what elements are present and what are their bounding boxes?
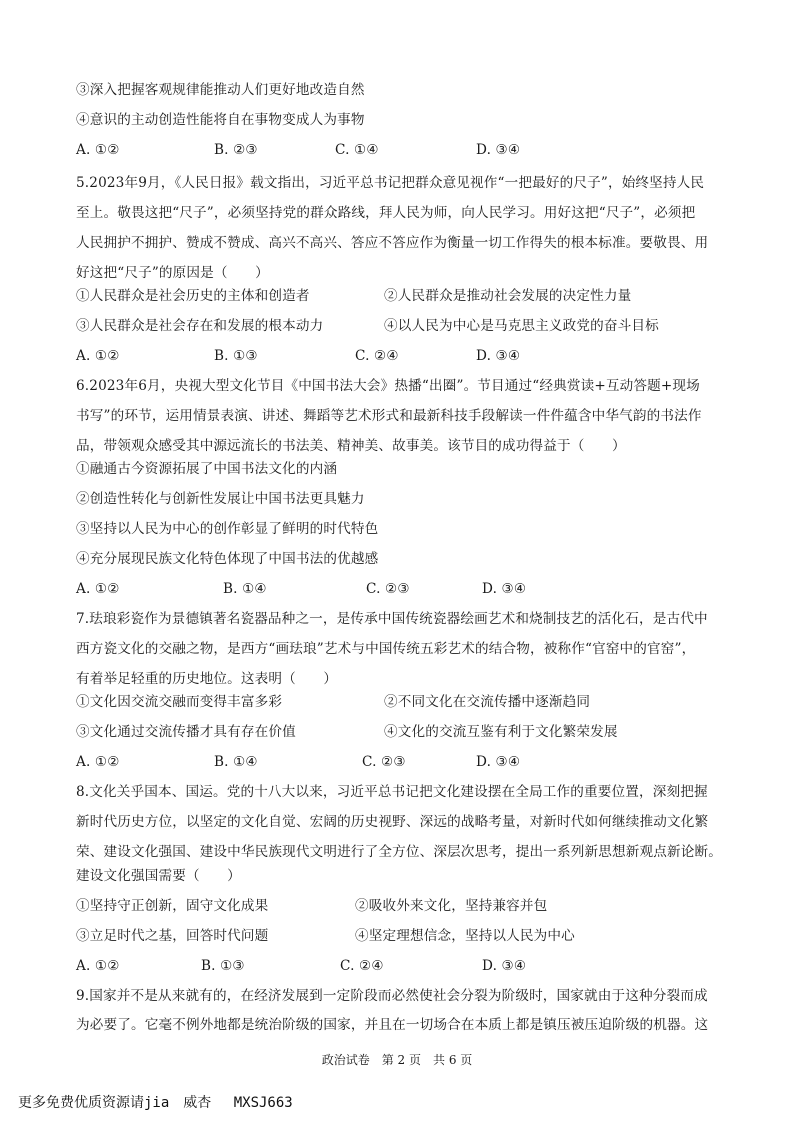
q5-choice-c: C. ②④ — [355, 348, 399, 364]
q7-stem-line1: 7.珐琅彩瓷作为景德镇著名瓷器品种之一，是传承中国传统瓷器绘画艺术和烧制技艺的活化石，是古代中 — [76, 611, 708, 627]
q7-option-4: ④文化的交流互鉴有利于文化繁荣发展 — [384, 724, 618, 740]
q6-choice-d: D. ③④ — [482, 581, 527, 597]
q6-stem-line2: 书写”的环节，运用情景表演、讲述、舞蹈等艺术形式和最新科技手段解读一件件蕴含中华气韵的书法作 — [76, 408, 702, 424]
q6-option-3: ③坚持以人民为中心的创作彰显了鲜明的时代特色 — [76, 521, 379, 537]
q6-choice-b: B. ①④ — [223, 581, 267, 597]
q5-stem-line3: 人民拥护不拥护、赞成不赞成、高兴不高兴、答应不答应作为衡量一切工作得失的根本标准。要敬畏、用 — [76, 235, 709, 251]
q6-option-1: ①融通古今资源拓展了中国书法文化的内涵 — [76, 461, 338, 477]
q9-stem-line2: 为必要了。它毫不例外地都是统治阶级的国家，并且在一切场合在本质上都是镇压被压迫阶级的机器。这 — [76, 1017, 709, 1033]
q9-stem-line1: 9.国家并不是从来就有的，在经济发展到一定阶段而必然使社会分裂为阶级时，国家就由于这种分裂而成 — [76, 988, 708, 1004]
q7-option-3: ③文化通过交流传播才具有存在价值 — [76, 724, 296, 740]
page-footer: 政治试卷 第 2 页 共 6 页 — [321, 1053, 473, 1067]
q5-stem-line1: 5.2023年9月，《人民日报》载文指出，习近平总书记把群众意见视作“一把最好的尺子”，始终坚持人民 — [76, 175, 705, 191]
q7-choice-b: B. ①④ — [214, 754, 258, 770]
q5-choice-d: D. ③④ — [476, 348, 521, 364]
q5-option-4: ④以人民为中心是马克思主义政党的奋斗目标 — [384, 318, 659, 334]
q8-stem-line1: 8.文化关乎国本、国运。党的十八大以来，习近平总书记把文化建设摆在全局工作的重要位置，深刻把握 — [76, 784, 708, 800]
q7-choice-a: A. ①② — [76, 754, 120, 770]
q4-option-4: ④意识的主动创造性能将自在事物变成人为事物 — [76, 112, 365, 128]
q8-option-3: ③立足时代之基，回答时代问题 — [76, 928, 269, 944]
q7-choice-d: D. ③④ — [476, 754, 521, 770]
q6-stem-line3: 品，带领观众感受其中源远流长的书法美、精神美、故事美。该节目的成功得益于（ ） — [76, 438, 626, 454]
q6-choice-a: A. ①② — [76, 581, 120, 597]
q7-choice-c: C. ②③ — [362, 754, 406, 770]
q8-stem-line3: 荣、建设文化强国、建设中华民族现代文明进行了全方位、深层次思考，提出一系列新思想新观点新论断。 — [76, 844, 722, 860]
q8-choice-b: B. ①③ — [201, 958, 245, 974]
q8-stem-line4: 建设文化强国需要（ ） — [76, 868, 241, 884]
q6-option-4: ④充分展现民族文化特色体现了中国书法的优越感 — [76, 551, 379, 567]
q7-option-1: ①文化因交流交融而变得丰富多彩 — [76, 694, 283, 710]
q5-choice-b: B. ①③ — [214, 348, 258, 364]
q7-stem-line2: 西方瓷文化的交融之物，是西方“画珐琅”艺术与中国传统五彩艺术的结合物，被称作“官窑中的官窑”， — [76, 641, 696, 657]
q8-option-4: ④坚定理想信念，坚持以人民为中心 — [355, 928, 575, 944]
q7-option-2: ②不同文化在交流传播中逐渐趋同 — [384, 694, 591, 710]
q8-choice-a: A. ①② — [76, 958, 120, 974]
q5-option-1: ①人民群众是社会历史的主体和创造者 — [76, 288, 310, 304]
q4-choice-d: D. ③④ — [476, 142, 521, 158]
q8-option-2: ②吸收外来文化，坚持兼容并包 — [355, 898, 548, 914]
q6-choice-c: C. ②③ — [366, 581, 410, 597]
q5-choice-a: A. ①② — [76, 348, 120, 364]
q8-option-1: ①坚持守正创新，固守文化成果 — [76, 898, 269, 914]
q5-option-3: ③人民群众是社会存在和发展的根本动力 — [76, 318, 324, 334]
q8-choice-c: C. ②④ — [340, 958, 384, 974]
q4-choice-c: C. ①④ — [335, 142, 379, 158]
q6-option-2: ②创造性转化与创新性发展让中国书法更具魅力 — [76, 491, 365, 507]
q5-stem-line4: 好这把“尺子”的原因是（ ） — [76, 265, 269, 281]
promo-watermark-text: 更多免费优质资源请jia 威杏 MXSJ663 — [18, 1095, 293, 1111]
q4-option-3: ③深入把握客观规律能推动人们更好地改造自然 — [76, 82, 365, 98]
q8-stem-line2: 新时代历史方位，以坚定的文化自觉、宏阔的历史视野、深远的战略考量，对新时代如何继续推动文化繁 — [76, 814, 709, 830]
q5-option-2: ②人民群众是推动社会发展的决定性力量 — [384, 288, 632, 304]
q8-choice-d: D. ③④ — [482, 958, 527, 974]
q4-choice-a: A. ①② — [76, 142, 120, 158]
q5-stem-line2: 至上。敬畏这把“尺子”，必须坚持党的群众路线，拜人民为师，向人民学习。用好这把“尺子”，必须把 — [76, 205, 696, 221]
q7-stem-line3: 有着举足轻重的历史地位。这表明（ ） — [76, 671, 338, 687]
q6-stem-line1: 6.2023年6月，央视大型文化节目《中国书法大会》热播“出圈”。节目通过“经典赏读+互动答题+现场 — [76, 378, 700, 394]
q4-choice-b: B. ②③ — [214, 142, 258, 158]
